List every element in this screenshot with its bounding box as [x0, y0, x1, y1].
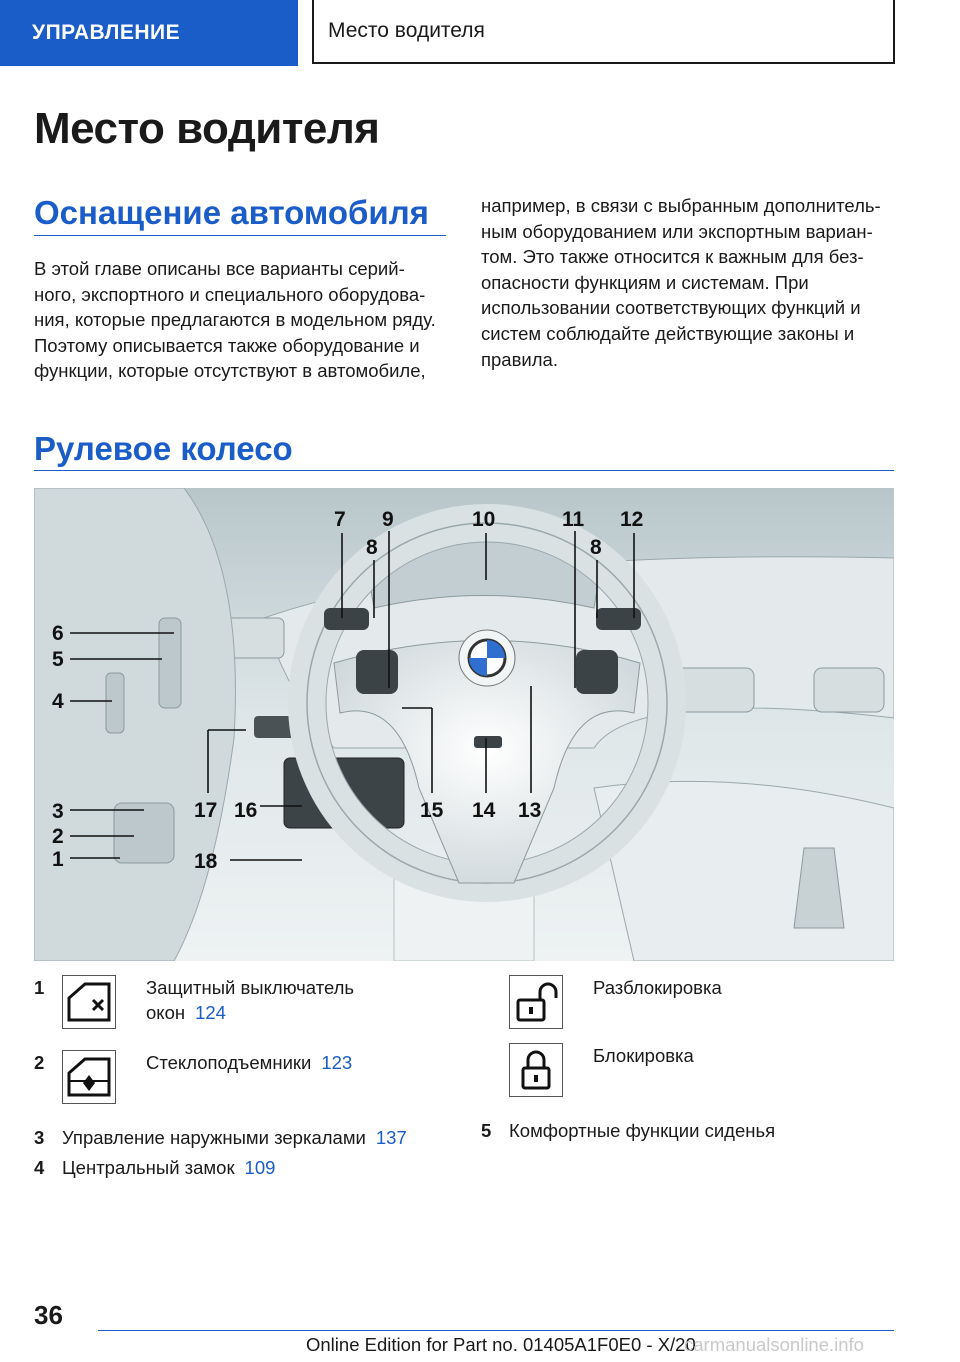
text-line: ным оборудованием или экспортным вариан- [481, 220, 873, 242]
callout-number: 6 [52, 622, 64, 645]
page-number: 36 [34, 1300, 63, 1330]
section-title-equipment: Оснащение автомобиля [34, 194, 429, 231]
header-topic: Место водителя [312, 0, 895, 64]
page-reference-link[interactable]: 124 [195, 1002, 226, 1023]
legend-text: окон [146, 1002, 186, 1023]
page-reference-link[interactable]: 137 [375, 1127, 407, 1148]
legend-item-3 [34, 1125, 407, 1150]
callout-number: 12 [620, 508, 644, 531]
intro-paragraph-left [34, 256, 454, 384]
legend-number: 3 [34, 1127, 45, 1148]
header-section: УПРАВЛЕНИЕ [0, 0, 298, 66]
legend-text: Стеклоподъемники [146, 1052, 312, 1073]
window-lock-icon [62, 975, 116, 1029]
text-line: том. Это также относится к важным для без- [481, 246, 864, 268]
intro-paragraph-right [481, 193, 895, 372]
callout-number: 14 [472, 799, 496, 822]
text-line: опасности функциям и системам. При [481, 271, 809, 293]
section-rule [34, 470, 894, 471]
legend-item-2 [146, 1050, 352, 1075]
legend-unlock: Разблокировка [593, 977, 722, 998]
callout-number: 3 [52, 800, 64, 823]
legend-item-4 [34, 1155, 275, 1180]
text-line: ного, экспортного и специального оборудова- [34, 283, 426, 305]
legend-number: 1 [34, 977, 45, 998]
legend-text: Защитный выключатель [146, 977, 355, 998]
legend-text: Управление наружными зеркалами [62, 1127, 366, 1148]
callout-number: 17 [194, 799, 218, 822]
footer-rule [98, 1330, 894, 1331]
text-line: функции, которые отсутствуют в автомобиле, [34, 360, 426, 382]
callout-overlay [34, 488, 894, 961]
page-title: Место водителя [34, 104, 380, 153]
legend-item-5 [481, 1118, 775, 1143]
page-reference-link[interactable]: 123 [321, 1052, 353, 1073]
callout-number: 11 [562, 508, 585, 531]
callout-number: 10 [472, 508, 496, 531]
section-rule [34, 235, 446, 236]
text-line: правила. [481, 348, 558, 370]
legend-number: 2 [34, 1052, 45, 1073]
callout-number: 1 [52, 848, 64, 871]
legend-text: Центральный замок [62, 1157, 235, 1178]
callout-number: 8 [366, 536, 378, 559]
unlock-icon [509, 975, 563, 1029]
section-title-steering-wheel: Рулевое колесо [34, 430, 293, 467]
text-line: систем соблюдайте действующие законы и [481, 322, 855, 344]
callout-number: 5 [52, 648, 64, 671]
window-lifter-icon [62, 1050, 116, 1104]
text-line: использовании соответствующих функций и [481, 297, 861, 319]
legend-number: 4 [34, 1157, 45, 1178]
text-line: ния, которые предлагаются в модельном ряду. [34, 309, 436, 331]
footer-edition: Online Edition for Part no. 01405A1F0E0 - X/20 [306, 1334, 696, 1355]
callout-number: 2 [52, 825, 64, 848]
callout-number: 8 [590, 536, 602, 559]
text-line: например, в связи с выбранным дополнитель- [481, 195, 881, 216]
callout-number: 13 [518, 799, 542, 822]
cockpit-photo [34, 488, 894, 961]
legend-lock: Блокировка [593, 1045, 694, 1066]
lock-icon [509, 1043, 563, 1097]
callout-number: 16 [234, 799, 258, 822]
text-line: Поэтому описывается также оборудование и [34, 334, 420, 356]
callout-number: 18 [194, 850, 218, 873]
legend-item-1 [146, 975, 354, 1025]
callout-number: 9 [382, 508, 394, 531]
callout-number: 4 [52, 690, 64, 713]
legend-text: Комфортные функции сиденья [509, 1120, 776, 1141]
callout-number: 15 [420, 799, 444, 822]
legend-number: 5 [481, 1120, 492, 1141]
text-line: В этой главе описаны все варианты серий- [34, 258, 405, 279]
callout-number: 7 [334, 508, 346, 531]
watermark: carmanualsonline.info [684, 1334, 864, 1355]
page-reference-link[interactable]: 109 [244, 1157, 276, 1178]
